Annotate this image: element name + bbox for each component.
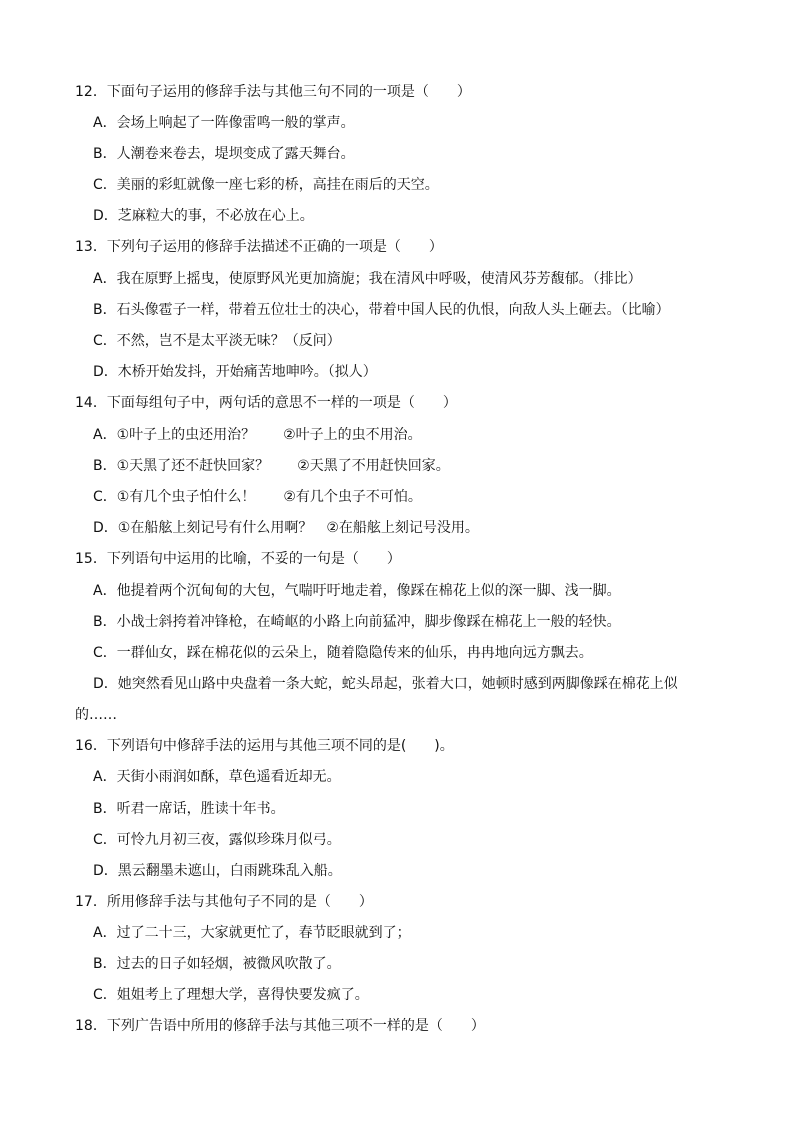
question-13-option-d: D．木桥开始发抖，开始痛苦地呻吟。（拟人） <box>93 364 377 380</box>
question-12-option-d: D．芝麻粒大的事，不必放在心上。 <box>93 208 314 224</box>
question-12-stem: 12．下面句子运用的修辞手法与其他三句不同的一项是（ ） <box>75 84 471 100</box>
question-16-option-d: D．黑云翻墨未遮山，白雨跳珠乱入船。 <box>93 863 342 879</box>
question-15-option-a: A．他提着两个沉甸甸的大包，气喘吁吁地走着，像踩在棉花上似的深一脚、浅一脚。 <box>93 583 621 599</box>
question-14-option-d: D．①在船舷上刻记号有什么用啊？ ②在船舷上刻记号没用。 <box>93 520 479 536</box>
question-18-stem: 18．下列广告语中所用的修辞手法与其他三项不一样的是（ ） <box>75 1018 485 1034</box>
question-16-stem: 16．下列语句中修辞手法的运用与其他三项不同的是( )。 <box>75 738 454 754</box>
question-17-option-b: B．过去的日子如轻烟，被微风吹散了。 <box>93 956 341 972</box>
question-12-option-c: C．美丽的彩虹就像一座七彩的桥，高挂在雨后的天空。 <box>93 177 439 193</box>
question-14-stem: 14．下面每组句子中，两句话的意思不一样的一项是（ ） <box>75 395 457 411</box>
question-16-option-c: C．可怜九月初三夜，露似珍珠月似弓。 <box>93 832 341 848</box>
question-12-option-a: A．会场上响起了一阵像雷鸣一般的掌声。 <box>93 115 355 131</box>
question-14-option-b: B．①天黑了还不赶快回家？ ②天黑了不用赶快回家。 <box>93 458 450 474</box>
question-15-option-d: D．她突然看见山路中央盘着一条大蛇，蛇头昂起，张着大口，她顿时感到两脚像踩在棉花上似 <box>93 676 678 692</box>
question-16-option-a: A．天街小雨润如酥，草色遥看近却无。 <box>93 769 341 785</box>
question-15-option-b: B．小战士斜挎着冲锋枪，在崎岖的小路上向前猛冲，脚步像踩在棉花上一般的轻快。 <box>93 614 621 630</box>
question-13-option-b: B．石头像雹子一样，带着五位壮士的决心，带着中国人民的仇恨，向敌人头上砸去。（比喻） <box>93 302 670 318</box>
question-17-option-a: A．过了二十三，大家就更忙了，春节眨眼就到了； <box>93 925 411 941</box>
question-14-option-c: C．①有几个虫子怕什么！ ②有几个虫子不可怕。 <box>93 489 422 505</box>
question-13-option-c: C．不然，岂不是太平淡无味？（反问） <box>93 333 341 349</box>
question-12-option-b: B．人潮卷来卷去，堤坝变成了露天舞台。 <box>93 146 355 162</box>
question-13-option-a: A．我在原野上摇曳，使原野风光更加旖旎；我在清风中呼吸，使清风芬芳馥郁。（排比） <box>93 271 642 287</box>
question-15-stem: 15．下列语句中运用的比喻，不妥的一句是（ ） <box>75 551 401 567</box>
question-17-option-c: C．姐姐考上了理想大学，喜得快要发疯了。 <box>93 987 369 1003</box>
question-13-stem: 13．下列句子运用的修辞手法描述不正确的一项是（ ） <box>75 239 443 255</box>
question-17-stem: 17．所用修辞手法与其他句子不同的是（ ） <box>75 894 373 910</box>
question-14-option-a: A．①叶子上的虫还用治？ ②叶子上的虫不用治。 <box>93 427 422 443</box>
question-15-option-c: C．一群仙女，踩在棉花似的云朵上，随着隐隐传来的仙乐，冉冉地向远方飘去。 <box>93 645 593 661</box>
question-15-option-d-continuation: 的…… <box>75 707 117 723</box>
question-16-option-b: B．听君一席话，胜读十年书。 <box>93 801 285 817</box>
